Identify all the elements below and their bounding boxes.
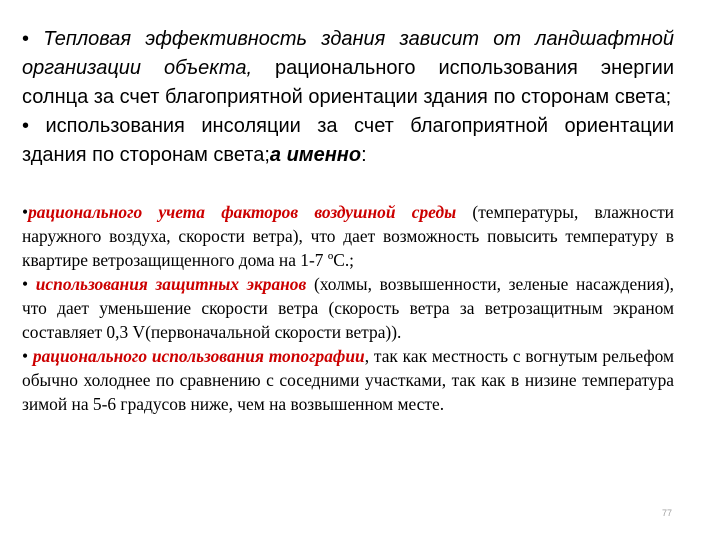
insolation-text: • использования инсоляции за счет благоприятной ориентации здания по сторонам света; (22, 115, 674, 166)
intro-italic-text: Тепловая эффективность здания зависит от ландшафтной организации объекта, (22, 28, 674, 79)
intro-text: рационального использования энергии солнца за счет благоприятной ориентации здания по сторонам света; (22, 57, 675, 108)
list-item-air-factors (22, 200, 674, 272)
intro-text-block (22, 25, 674, 170)
bullet: • (22, 202, 29, 222)
page-number: 77 (662, 508, 673, 518)
item-text: (холмы, возвышенности, зеленые насаждения), что дает уменьшение скорости ветра (скорость ветра за ветрозащитным экраном составляет 0,3 V(первоначальной скорости ветра)). (22, 274, 675, 342)
namely-emphasis: а именно (269, 144, 362, 166)
colon: : (361, 144, 367, 166)
highlight-topography: рационального использования топографии (28, 346, 365, 366)
item-text: (температуры, влажности наружного воздуха, скорости ветра), что дает возможность повысить температуру в квартире ветрозащищенного дома на 1-7 ºС.; (22, 202, 674, 270)
item-text: , так как местность с вогнутым рельефом обычно холоднее по сравнению с соседними участками, так как в низине температура зимой на 5-6 градусов ниже, чем на возвышенном месте. (22, 346, 675, 414)
highlight-air-factors: рационального учета факторов воздушной среды (28, 202, 457, 222)
highlight-protective-screens: использования защитных экранов (28, 274, 307, 294)
factors-list (22, 200, 674, 416)
bullet: • (22, 28, 30, 50)
list-item-topography (22, 344, 674, 416)
bullet: • (22, 346, 29, 366)
list-item-protective-screens (22, 272, 674, 344)
bullet: • (22, 274, 29, 294)
